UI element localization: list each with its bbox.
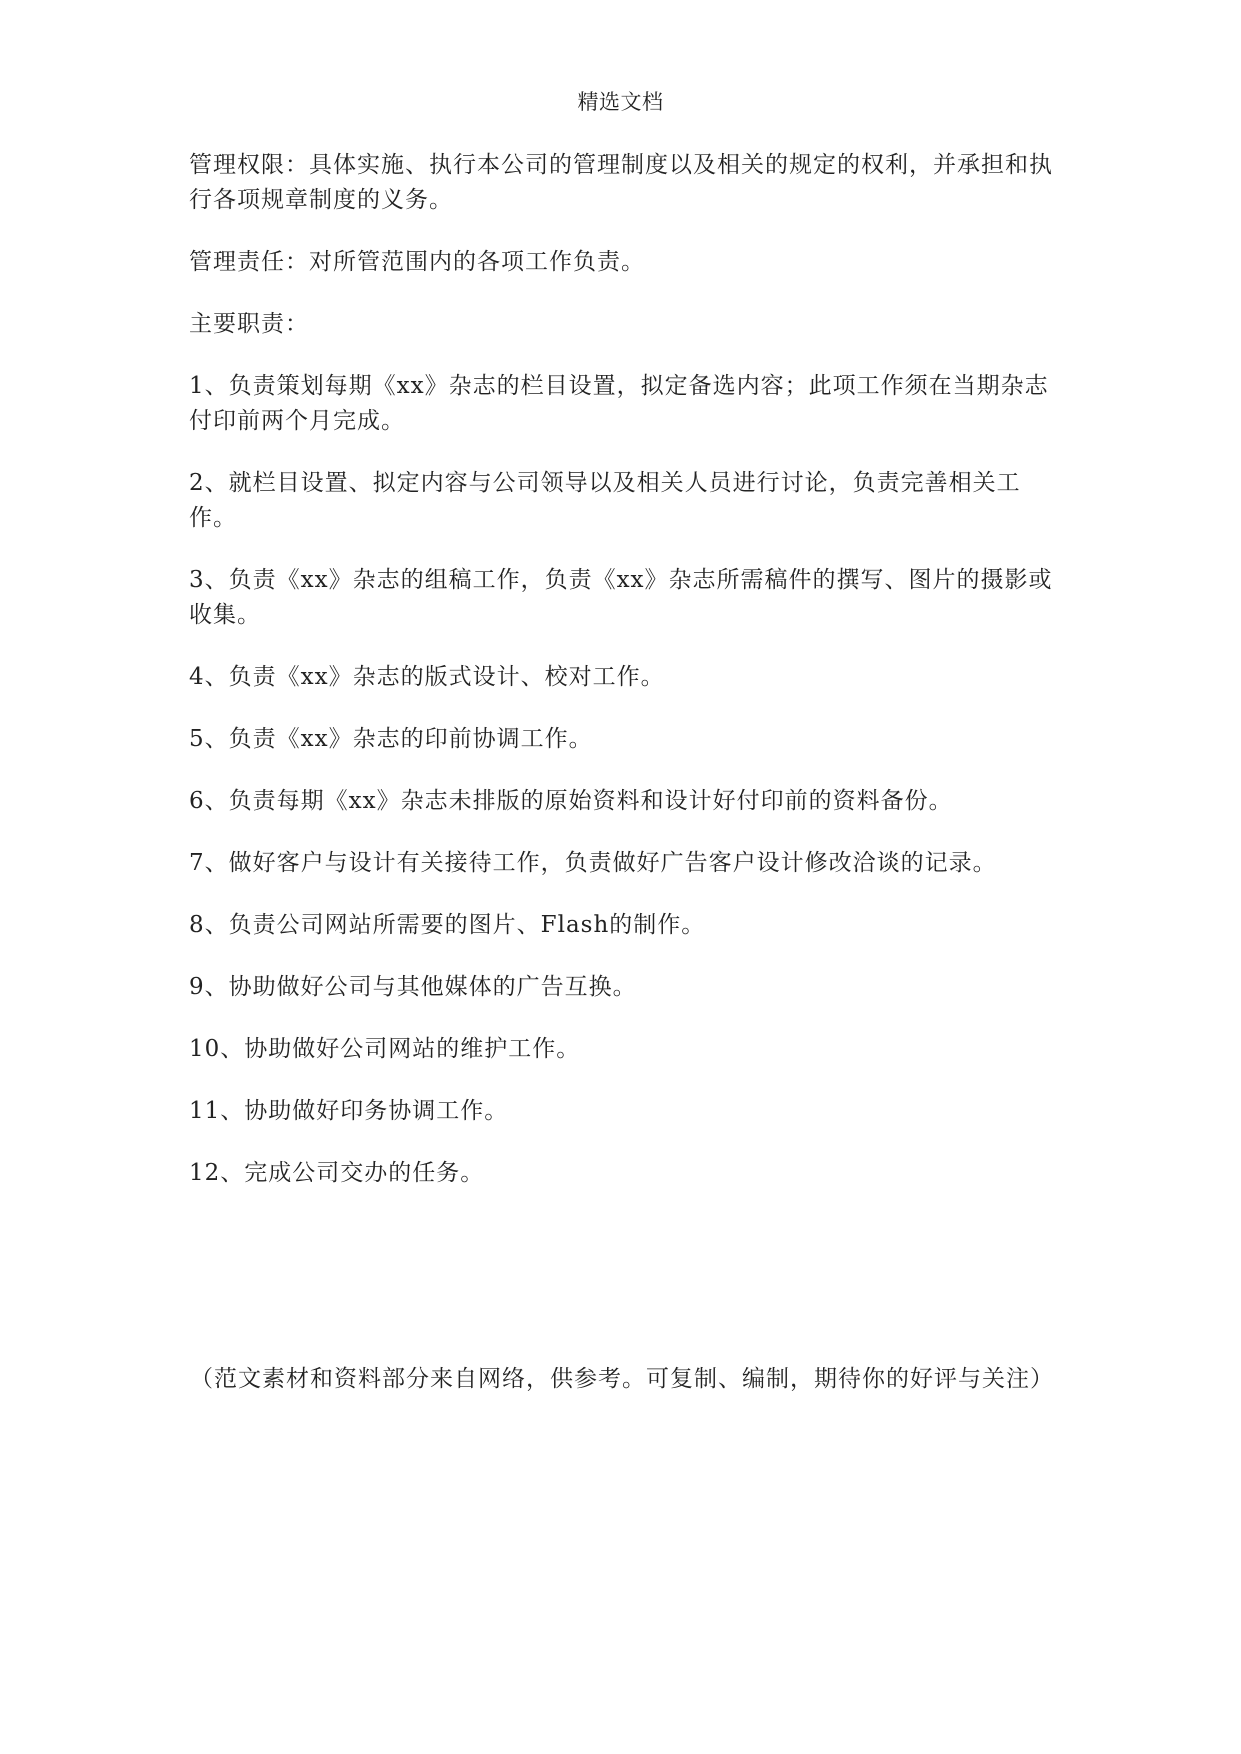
duty-item: 11、协助做好印务协调工作。: [189, 1098, 509, 1124]
duty-item: 8、负责公司网站所需要的图片、Flash的制作。: [189, 912, 706, 938]
duty-item: 3、负责《xx》杂志的组稿工作，负责《xx》杂志所需稿件的撰写、图片的摄影或收集。: [189, 567, 1053, 628]
duties-heading: 主要职责：: [189, 311, 309, 337]
duty-item: 6、负责每期《xx》杂志未排版的原始资料和设计好付印前的资料备份。: [189, 788, 953, 814]
duty-item: 10、协助做好公司网站的维护工作。: [189, 1036, 581, 1062]
authority-paragraph: 管理权限：具体实施、执行本公司的管理制度以及相关的规定的权利，并承担和执行各项规章制度的义务。: [189, 152, 1053, 213]
duty-item: 9、协助做好公司与其他媒体的广告互换。: [189, 974, 637, 1000]
duty-item: 5、负责《xx》杂志的印前协调工作。: [189, 726, 593, 752]
duty-item: 12、完成公司交办的任务。: [189, 1160, 485, 1186]
footer-note: （范文素材和资料部分来自网络，供参考。可复制、编制，期待你的好评与关注）: [190, 1366, 1054, 1392]
duty-item: 1、负责策划每期《xx》杂志的栏目设置，拟定备选内容；此项工作须在当期杂志付印前两个月完成。: [189, 373, 1049, 434]
page-header: 精选文档: [577, 90, 664, 114]
document-body: [189, 148, 1055, 1218]
duty-item: 7、做好客户与设计有关接待工作，负责做好广告客户设计修改洽谈的记录。: [189, 850, 997, 876]
responsibility-paragraph: 管理责任：对所管范围内的各项工作负责。: [189, 249, 645, 275]
duty-item: 2、就栏目设置、拟定内容与公司领导以及相关人员进行讨论，负责完善相关工作。: [189, 470, 1021, 531]
duty-item: 4、负责《xx》杂志的版式设计、校对工作。: [189, 664, 665, 690]
